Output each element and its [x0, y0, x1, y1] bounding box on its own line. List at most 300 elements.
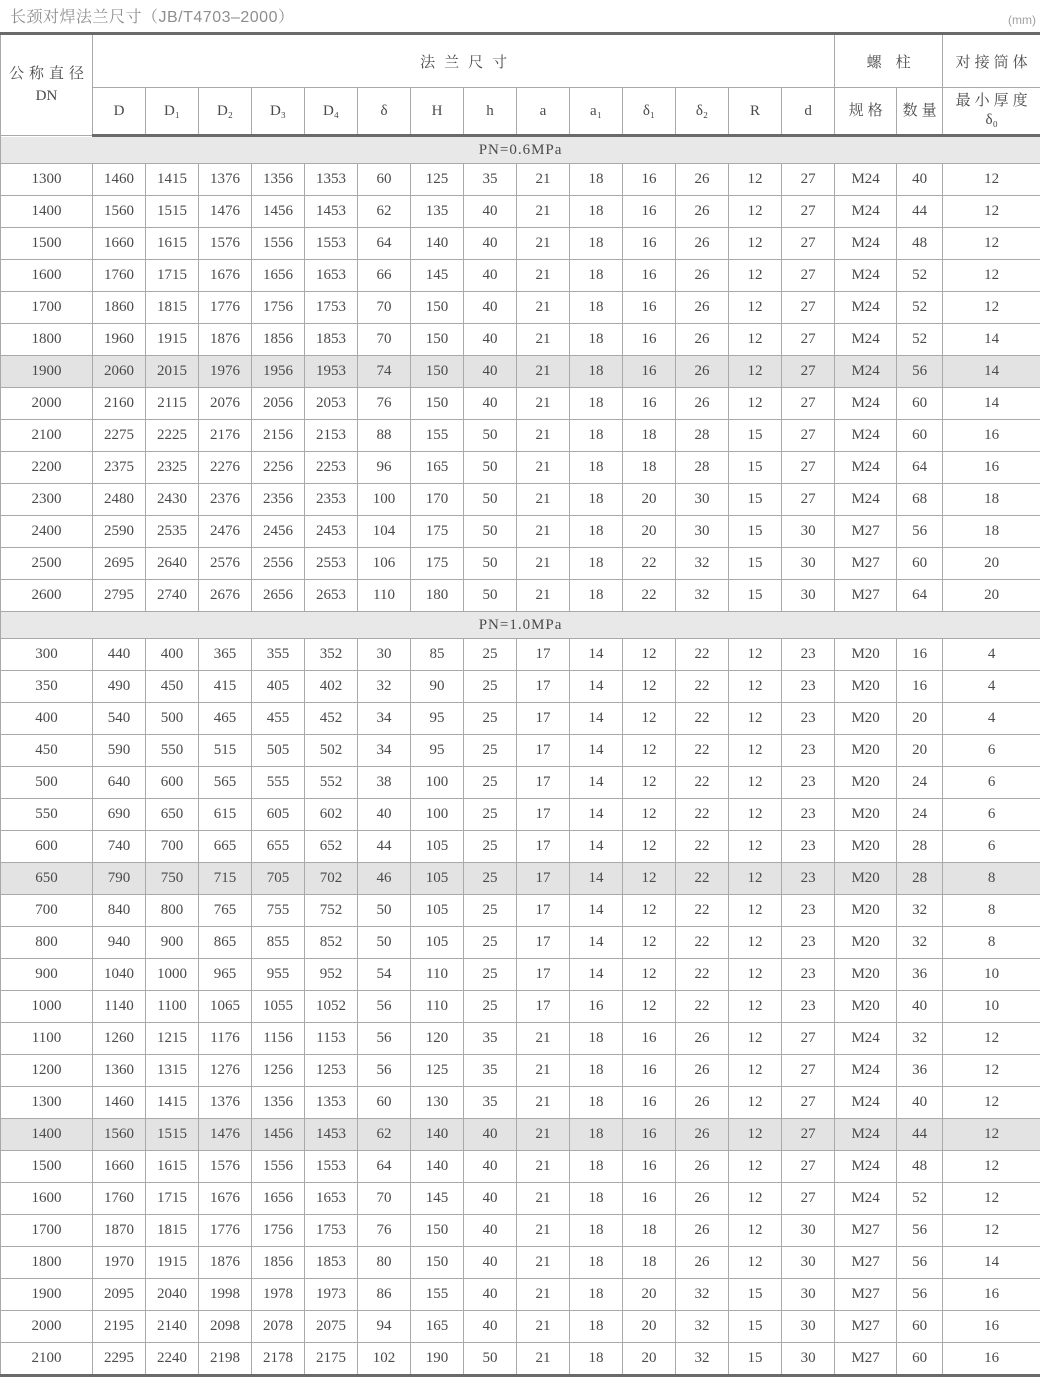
- value-cell: 150: [411, 292, 464, 324]
- table-row: [1, 1055, 1040, 1087]
- value-cell: 17: [517, 895, 570, 927]
- value-cell: 15: [729, 1343, 782, 1376]
- value-cell: 12: [623, 735, 676, 767]
- table-row: [1, 516, 1040, 548]
- value-cell: 68: [897, 484, 943, 516]
- dn-cell: 1600: [1, 1183, 93, 1215]
- value-cell: 14: [570, 671, 623, 703]
- value-cell: 21: [517, 1023, 570, 1055]
- value-cell: 16: [623, 1183, 676, 1215]
- value-cell: 1556: [252, 228, 305, 260]
- header-shell-group: 对接筒体: [943, 34, 1040, 88]
- value-cell: 150: [411, 1215, 464, 1247]
- value-cell: 1976: [199, 356, 252, 388]
- value-cell: 1860: [93, 292, 146, 324]
- value-cell: 16: [623, 292, 676, 324]
- dn-cell: 2300: [1, 484, 93, 516]
- value-cell: 12: [729, 1215, 782, 1247]
- value-cell: 12: [623, 927, 676, 959]
- value-cell: M27: [835, 516, 897, 548]
- header-leaf-row: [1, 88, 1040, 136]
- value-cell: 16: [623, 1055, 676, 1087]
- value-cell: 2456: [252, 516, 305, 548]
- value-cell: 2640: [146, 548, 199, 580]
- value-cell: 18: [623, 420, 676, 452]
- value-cell: 1052: [305, 991, 358, 1023]
- value-cell: 40: [464, 260, 517, 292]
- value-cell: 1356: [252, 1087, 305, 1119]
- value-cell: 2590: [93, 516, 146, 548]
- value-cell: 21: [517, 580, 570, 612]
- value-cell: 30: [782, 548, 835, 580]
- value-cell: 17: [517, 639, 570, 671]
- value-cell: 12: [623, 703, 676, 735]
- value-cell: 16: [623, 356, 676, 388]
- value-cell: 25: [464, 863, 517, 895]
- value-cell: 565: [199, 767, 252, 799]
- value-cell: 14: [943, 324, 1040, 356]
- value-cell: 52: [897, 292, 943, 324]
- value-cell: 40: [897, 1087, 943, 1119]
- value-cell: 1876: [199, 1247, 252, 1279]
- value-cell: 550: [146, 735, 199, 767]
- value-cell: 12: [729, 799, 782, 831]
- table-row: [1, 1343, 1040, 1376]
- value-cell: 1560: [93, 1119, 146, 1151]
- dn-cell: 2400: [1, 516, 93, 548]
- value-cell: 130: [411, 1087, 464, 1119]
- value-cell: 15: [729, 1311, 782, 1343]
- table-row: [1, 959, 1040, 991]
- value-cell: M27: [835, 1311, 897, 1343]
- value-cell: 26: [676, 1183, 729, 1215]
- value-cell: 40: [464, 1183, 517, 1215]
- table-row: [1, 164, 1040, 196]
- value-cell: 1753: [305, 1215, 358, 1247]
- value-cell: 105: [411, 863, 464, 895]
- table-row: [1, 260, 1040, 292]
- value-cell: 12: [943, 196, 1040, 228]
- value-cell: 27: [782, 260, 835, 292]
- value-cell: 1376: [199, 164, 252, 196]
- value-cell: M24: [835, 260, 897, 292]
- column-header-delta: δ: [358, 88, 411, 136]
- value-cell: 652: [305, 831, 358, 863]
- value-cell: 2476: [199, 516, 252, 548]
- value-cell: 56: [897, 356, 943, 388]
- value-cell: 21: [517, 292, 570, 324]
- value-cell: 21: [517, 1151, 570, 1183]
- value-cell: 6: [943, 799, 1040, 831]
- value-cell: 22: [676, 735, 729, 767]
- value-cell: 2653: [305, 580, 358, 612]
- value-cell: 76: [358, 388, 411, 420]
- value-cell: 16: [623, 228, 676, 260]
- value-cell: 135: [411, 196, 464, 228]
- table-row: [1, 735, 1040, 767]
- dn-cell: 900: [1, 959, 93, 991]
- value-cell: 60: [358, 164, 411, 196]
- value-cell: 22: [676, 927, 729, 959]
- value-cell: 2576: [199, 548, 252, 580]
- value-cell: 26: [676, 1247, 729, 1279]
- value-cell: 18: [623, 1247, 676, 1279]
- value-cell: 64: [897, 452, 943, 484]
- dn-cell: 300: [1, 639, 93, 671]
- value-cell: M24: [835, 164, 897, 196]
- min-thickness-symbol: δ₀: [985, 112, 998, 128]
- value-cell: 52: [897, 260, 943, 292]
- value-cell: 17: [517, 831, 570, 863]
- value-cell: 23: [782, 703, 835, 735]
- value-cell: 12: [623, 767, 676, 799]
- value-cell: 21: [517, 420, 570, 452]
- value-cell: 8: [943, 863, 1040, 895]
- value-cell: 102: [358, 1343, 411, 1376]
- value-cell: M20: [835, 799, 897, 831]
- value-cell: 64: [897, 580, 943, 612]
- value-cell: M27: [835, 1215, 897, 1247]
- value-cell: 86: [358, 1279, 411, 1311]
- value-cell: 1553: [305, 1151, 358, 1183]
- value-cell: 50: [464, 1343, 517, 1376]
- value-cell: 94: [358, 1311, 411, 1343]
- value-cell: 690: [93, 799, 146, 831]
- value-cell: M24: [835, 388, 897, 420]
- value-cell: 25: [464, 927, 517, 959]
- value-cell: 14: [943, 388, 1040, 420]
- value-cell: 23: [782, 671, 835, 703]
- value-cell: 18: [570, 260, 623, 292]
- value-cell: 48: [897, 228, 943, 260]
- value-cell: 155: [411, 1279, 464, 1311]
- value-cell: 26: [676, 164, 729, 196]
- min-thickness-label: 最小厚度: [955, 93, 1032, 110]
- value-cell: M20: [835, 863, 897, 895]
- value-cell: 70: [358, 292, 411, 324]
- value-cell: 150: [411, 324, 464, 356]
- value-cell: 150: [411, 388, 464, 420]
- value-cell: 2795: [93, 580, 146, 612]
- value-cell: 40: [464, 228, 517, 260]
- column-header-min-thickness: [943, 88, 1040, 136]
- value-cell: 600: [146, 767, 199, 799]
- value-cell: 855: [252, 927, 305, 959]
- value-cell: 16: [623, 164, 676, 196]
- value-cell: 18: [570, 1055, 623, 1087]
- value-cell: 22: [676, 831, 729, 863]
- value-cell: 35: [464, 1087, 517, 1119]
- value-cell: 1360: [93, 1055, 146, 1087]
- column-header-H: H: [411, 88, 464, 136]
- value-cell: 40: [464, 1247, 517, 1279]
- value-cell: 15: [729, 1279, 782, 1311]
- value-cell: 18: [570, 1183, 623, 1215]
- value-cell: 12: [729, 831, 782, 863]
- value-cell: 2056: [252, 388, 305, 420]
- value-cell: 21: [517, 260, 570, 292]
- value-cell: 27: [782, 196, 835, 228]
- value-cell: 12: [623, 863, 676, 895]
- table-row: [1, 927, 1040, 959]
- column-header-h: h: [464, 88, 517, 136]
- value-cell: 145: [411, 260, 464, 292]
- value-cell: 16: [623, 388, 676, 420]
- value-cell: 2015: [146, 356, 199, 388]
- value-cell: M24: [835, 1023, 897, 1055]
- value-cell: 32: [676, 1279, 729, 1311]
- value-cell: 30: [782, 1247, 835, 1279]
- value-cell: 40: [464, 388, 517, 420]
- value-cell: 705: [252, 863, 305, 895]
- value-cell: 755: [252, 895, 305, 927]
- value-cell: 1453: [305, 196, 358, 228]
- table-row: [1, 1183, 1040, 1215]
- value-cell: 26: [676, 228, 729, 260]
- value-cell: 1870: [93, 1215, 146, 1247]
- value-cell: 1956: [252, 356, 305, 388]
- value-cell: 1353: [305, 164, 358, 196]
- value-cell: 615: [199, 799, 252, 831]
- value-cell: 64: [358, 228, 411, 260]
- value-cell: 12: [623, 799, 676, 831]
- dn-cell: 1300: [1, 164, 93, 196]
- value-cell: 25: [464, 831, 517, 863]
- value-cell: 952: [305, 959, 358, 991]
- value-cell: 18: [570, 1279, 623, 1311]
- value-cell: 502: [305, 735, 358, 767]
- value-cell: 14: [570, 927, 623, 959]
- value-cell: 1453: [305, 1119, 358, 1151]
- value-cell: 2095: [93, 1279, 146, 1311]
- value-cell: 20: [897, 703, 943, 735]
- dn-cell: 1700: [1, 1215, 93, 1247]
- value-cell: 20: [943, 548, 1040, 580]
- value-cell: 27: [782, 1087, 835, 1119]
- value-cell: 16: [623, 1087, 676, 1119]
- value-cell: 25: [464, 703, 517, 735]
- value-cell: 18: [570, 1151, 623, 1183]
- value-cell: 100: [411, 799, 464, 831]
- value-cell: 26: [676, 260, 729, 292]
- value-cell: 95: [411, 703, 464, 735]
- value-cell: 32: [676, 1311, 729, 1343]
- value-cell: 14: [570, 831, 623, 863]
- value-cell: 1653: [305, 260, 358, 292]
- value-cell: 18: [570, 1119, 623, 1151]
- value-cell: 140: [411, 1119, 464, 1151]
- title-bar: [0, 0, 1040, 32]
- value-cell: 56: [897, 1215, 943, 1247]
- value-cell: 602: [305, 799, 358, 831]
- value-cell: 23: [782, 735, 835, 767]
- value-cell: 12: [729, 735, 782, 767]
- value-cell: 2160: [93, 388, 146, 420]
- value-cell: 32: [897, 895, 943, 927]
- value-cell: 12: [729, 1023, 782, 1055]
- dn-cell: 1400: [1, 196, 93, 228]
- value-cell: 12: [729, 196, 782, 228]
- value-cell: 100: [411, 767, 464, 799]
- value-cell: 62: [358, 1119, 411, 1151]
- value-cell: 2480: [93, 484, 146, 516]
- value-cell: 23: [782, 639, 835, 671]
- value-cell: 18: [570, 292, 623, 324]
- table-row: [1, 767, 1040, 799]
- value-cell: 22: [623, 548, 676, 580]
- value-cell: 415: [199, 671, 252, 703]
- dn-cell: 1300: [1, 1087, 93, 1119]
- value-cell: 21: [517, 452, 570, 484]
- value-cell: 15: [729, 580, 782, 612]
- value-cell: 402: [305, 671, 358, 703]
- value-cell: 355: [252, 639, 305, 671]
- value-cell: 32: [358, 671, 411, 703]
- value-cell: 18: [570, 1247, 623, 1279]
- value-cell: 96: [358, 452, 411, 484]
- table-row: [1, 548, 1040, 580]
- value-cell: 60: [897, 1311, 943, 1343]
- value-cell: 27: [782, 164, 835, 196]
- value-cell: 12: [943, 1023, 1040, 1055]
- dn-cell: 1800: [1, 1247, 93, 1279]
- value-cell: 12: [943, 292, 1040, 324]
- value-cell: 15: [729, 452, 782, 484]
- value-cell: 18: [570, 1087, 623, 1119]
- value-cell: 64: [358, 1151, 411, 1183]
- value-cell: 12: [943, 1183, 1040, 1215]
- value-cell: 1000: [146, 959, 199, 991]
- value-cell: 16: [623, 1119, 676, 1151]
- value-cell: 14: [570, 703, 623, 735]
- value-cell: 2376: [199, 484, 252, 516]
- header-dn-en: DN: [35, 88, 58, 104]
- value-cell: 1815: [146, 292, 199, 324]
- value-cell: 34: [358, 735, 411, 767]
- value-cell: 26: [676, 1215, 729, 1247]
- value-cell: 40: [464, 196, 517, 228]
- value-cell: 2453: [305, 516, 358, 548]
- value-cell: 26: [676, 356, 729, 388]
- value-cell: 85: [411, 639, 464, 671]
- value-cell: 1760: [93, 260, 146, 292]
- value-cell: 2430: [146, 484, 199, 516]
- value-cell: 1953: [305, 356, 358, 388]
- value-cell: 21: [517, 1311, 570, 1343]
- value-cell: 955: [252, 959, 305, 991]
- value-cell: 165: [411, 1311, 464, 1343]
- value-cell: 12: [729, 895, 782, 927]
- value-cell: 26: [676, 1023, 729, 1055]
- value-cell: 440: [93, 639, 146, 671]
- value-cell: 165: [411, 452, 464, 484]
- dn-cell: 2200: [1, 452, 93, 484]
- value-cell: 23: [782, 799, 835, 831]
- value-cell: 14: [570, 735, 623, 767]
- value-cell: 30: [782, 1343, 835, 1376]
- value-cell: M24: [835, 292, 897, 324]
- table-row: [1, 671, 1040, 703]
- value-cell: 405: [252, 671, 305, 703]
- value-cell: 1055: [252, 991, 305, 1023]
- value-cell: 965: [199, 959, 252, 991]
- value-cell: 150: [411, 356, 464, 388]
- value-cell: 70: [358, 1183, 411, 1215]
- value-cell: 1656: [252, 260, 305, 292]
- dn-cell: 650: [1, 863, 93, 895]
- value-cell: 16: [943, 1343, 1040, 1376]
- value-cell: 490: [93, 671, 146, 703]
- value-cell: M27: [835, 1279, 897, 1311]
- value-cell: 50: [358, 895, 411, 927]
- value-cell: 18: [570, 1023, 623, 1055]
- value-cell: 1515: [146, 196, 199, 228]
- value-cell: 2240: [146, 1343, 199, 1376]
- value-cell: 765: [199, 895, 252, 927]
- value-cell: 840: [93, 895, 146, 927]
- value-cell: M27: [835, 1247, 897, 1279]
- value-cell: M20: [835, 671, 897, 703]
- value-cell: M24: [835, 356, 897, 388]
- value-cell: 27: [782, 1023, 835, 1055]
- value-cell: 465: [199, 703, 252, 735]
- value-cell: 28: [897, 863, 943, 895]
- value-cell: 1615: [146, 1151, 199, 1183]
- value-cell: 32: [897, 927, 943, 959]
- value-cell: 25: [464, 799, 517, 831]
- value-cell: 48: [897, 1151, 943, 1183]
- table-row: [1, 831, 1040, 863]
- value-cell: 21: [517, 356, 570, 388]
- value-cell: 1660: [93, 228, 146, 260]
- value-cell: 655: [252, 831, 305, 863]
- value-cell: 12: [729, 927, 782, 959]
- value-cell: 20: [623, 1311, 676, 1343]
- value-cell: 12: [623, 831, 676, 863]
- table-row: [1, 863, 1040, 895]
- value-cell: 40: [464, 1311, 517, 1343]
- value-cell: 17: [517, 767, 570, 799]
- value-cell: 32: [897, 1023, 943, 1055]
- value-cell: 12: [729, 324, 782, 356]
- value-cell: 2078: [252, 1311, 305, 1343]
- value-cell: 27: [782, 452, 835, 484]
- value-cell: 18: [570, 516, 623, 548]
- value-cell: 28: [676, 420, 729, 452]
- value-cell: 1856: [252, 1247, 305, 1279]
- table-row: [1, 1119, 1040, 1151]
- value-cell: 56: [358, 1055, 411, 1087]
- value-cell: 1553: [305, 228, 358, 260]
- dn-cell: 1500: [1, 228, 93, 260]
- value-cell: 14: [570, 639, 623, 671]
- table-row: [1, 196, 1040, 228]
- value-cell: 50: [464, 420, 517, 452]
- value-cell: 12: [729, 959, 782, 991]
- column-header-D3: D₃: [252, 88, 305, 136]
- dn-cell: 1100: [1, 1023, 93, 1055]
- value-cell: 16: [623, 260, 676, 292]
- value-cell: 125: [411, 164, 464, 196]
- value-cell: 750: [146, 863, 199, 895]
- value-cell: 2040: [146, 1279, 199, 1311]
- value-cell: 540: [93, 703, 146, 735]
- value-cell: 52: [897, 324, 943, 356]
- value-cell: 2156: [252, 420, 305, 452]
- value-cell: 26: [676, 292, 729, 324]
- value-cell: 54: [358, 959, 411, 991]
- value-cell: 180: [411, 580, 464, 612]
